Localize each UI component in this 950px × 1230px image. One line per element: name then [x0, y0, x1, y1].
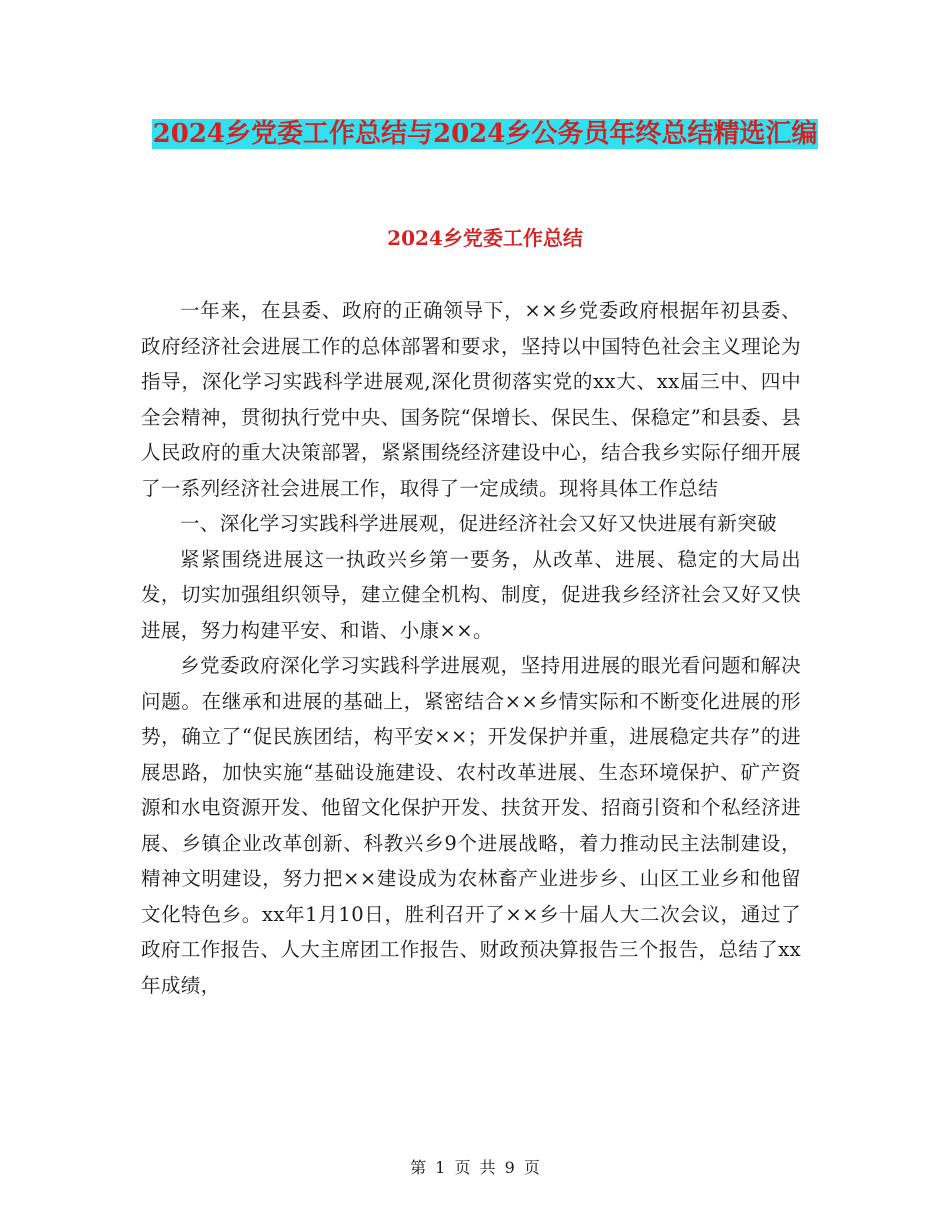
paragraph: 紧紧围绕进展这一执政兴乡第一要务，从改革、进展、稳定的大局出发，切实加强组织领导，建立健全机构、制度，促进我乡经济社会又好又快进展，努力构建平安、和谐、小康××。	[141, 547, 801, 642]
paragraph: 一年来，在县委、政府的正确领导下，××乡党委政府根据年初县委、政府经济社会进展工作的总体部署和要求，坚持以中国特色社会主义理论为指导，深化学习实践科学进展观,深化贯彻落实党的xx大、xx届三中、四中全会精神，贯彻执行党中央、国务院“保增长、保民生、保稳定”和县委、县人民政府的重大决策部署，紧紧围绕经济建设中心，结合我乡实际仔细开展了一系列经济社会进展工作，取得了一定成绩。现将具体工作总结	[141, 299, 801, 500]
page-footer: 第 1 页 共 9 页	[410, 1158, 540, 1177]
document-title-highlight: 2024乡党委工作总结与2024乡公务员年终总结精选汇编	[152, 119, 818, 149]
document-body	[141, 293, 801, 1003]
paragraph: 乡党委政府深化学习实践科学进展观，坚持用进展的眼光看问题和解决问题。在继承和进展的基础上，紧密结合××乡情实际和不断变化进展的形势，确立了“促民族团结，构平安××；开发保护并重，进展稳定共存”的进展思路，加快实施“基础设施建设、农村改革进展、生态环境保护、矿产资源和水电资源开发、他留文化保护开发、扶贫开发、招商引资和个私经济进展、乡镇企业改革创新、科教兴乡9个进展战略，着力推动民主法制建设，精神文明建设，努力把××建设成为农林畜产业进步乡、山区工业乡和他留文化特色乡。xx年1月10日，胜利召开了××乡十届人大二次会议，通过了政府工作报告、人大主席团工作报告、财政预决算报告三个报告，总结了xx年成绩，	[141, 654, 801, 997]
paragraph: 一、深化学习实践科学进展观，促进经济社会又好又快进展有新突破	[180, 512, 778, 535]
document-title	[140, 112, 830, 156]
section-title: 2024乡党委工作总结	[387, 226, 583, 250]
